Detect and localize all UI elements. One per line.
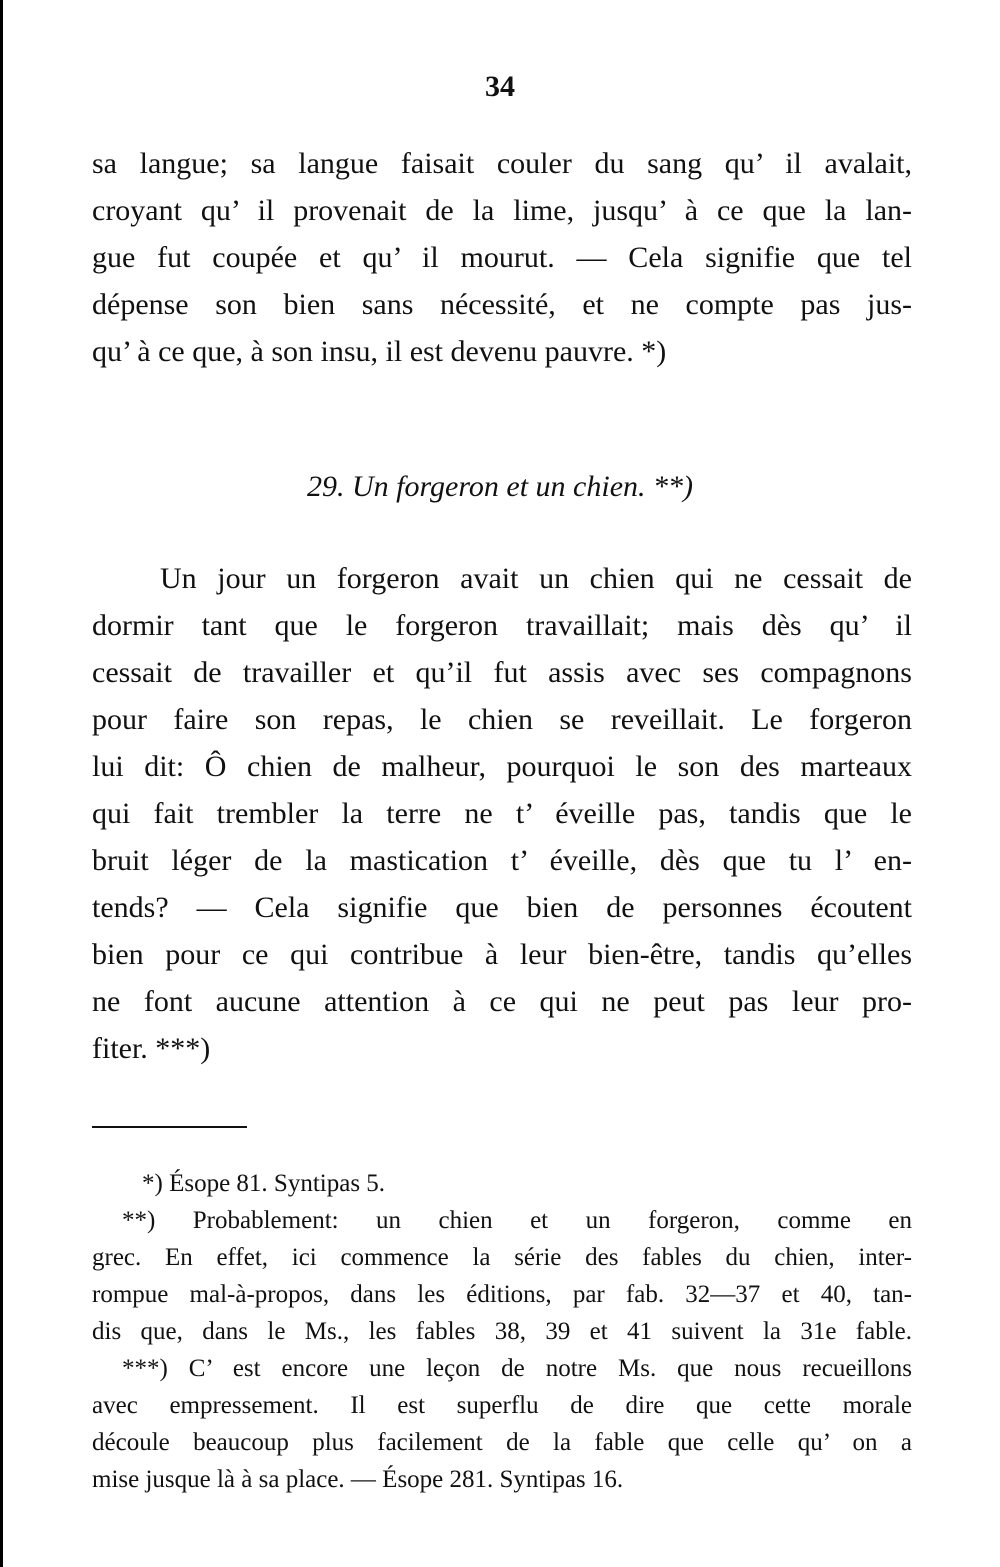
footnote-separator <box>92 1126 247 1128</box>
text-line: Un jour un forgeron avait un chien qui ne cessait de <box>160 562 912 595</box>
footnote-3 <box>92 1350 912 1498</box>
footnote-1 <box>92 1165 912 1202</box>
footnote-line: dis que, dans le Ms., les fables 38, 39 et 41 suivent la 31e fable. <box>92 1318 912 1345</box>
text-line: croyant qu’ il provenait de la lime, jusqu’ à ce que la lan- <box>92 194 912 227</box>
footnote-line: ***) C’ est encore une leçon de notre Ms. que nous recueillons <box>122 1355 912 1382</box>
text-line: pour faire son repas, le chien se reveillait. Le forgeron <box>92 703 912 736</box>
paragraph-2 <box>92 555 912 1072</box>
text-line: dépense son bien sans nécessité, et ne compte pas jus- <box>92 288 912 321</box>
text-line: sa langue; sa langue faisait couler du sang qu’ il avalait, <box>92 147 912 180</box>
footnote-line: *) Ésope 81. Syntipas 5. <box>142 1170 386 1197</box>
footnote-line: mise jusque là à sa place. — Ésope 281. Syntipas 16. <box>92 1466 624 1493</box>
text-line: lui dit: Ô chien de malheur, pourquoi le son des marteaux <box>92 750 912 783</box>
paragraph-1 <box>92 140 912 375</box>
text-line: qu’ à ce que, à son insu, il est devenu pauvre. *) <box>92 335 667 368</box>
page-number: 34 <box>485 70 515 103</box>
text-line: dormir tant que le forgeron travaillait; mais dès qu’ il <box>92 609 912 642</box>
footnote-line: **) Probablement: un chien et un forgeron, comme en <box>122 1207 912 1234</box>
text-line: cessait de travailler et qu’il fut assis avec ses compagnons <box>92 656 912 689</box>
footnotes <box>92 1165 912 1498</box>
footnote-2 <box>92 1202 912 1350</box>
text-line: bien pour ce qui contribue à leur bien-être, tandis qu’elles <box>92 938 912 971</box>
footnote-line: rompue mal-à-propos, dans les éditions, par fab. 32—37 et 40, tan- <box>92 1281 912 1308</box>
text-line: tends? — Cela signifie que bien de personnes écoutent <box>92 891 912 924</box>
footnote-line: découle beaucoup plus facilement de la fable que celle qu’ on a <box>92 1429 912 1456</box>
text-line: qui fait trembler la terre ne t’ éveille pas, tandis que le <box>92 797 912 830</box>
fable-heading: 29. Un forgeron et un chien. **) <box>306 470 694 503</box>
text-line: ne font aucune attention à ce qui ne peut pas leur pro- <box>92 985 912 1018</box>
footnote-line: grec. En effet, ici commence la série des fables du chien, inter- <box>92 1244 912 1271</box>
text-line: gue fut coupée et qu’ il mourut. — Cela signifie que tel <box>92 241 912 274</box>
footnote-line: avec empressement. Il est superflu de dire que cette morale <box>92 1392 912 1419</box>
page-edge <box>0 0 3 1567</box>
text-line: fiter. ***) <box>92 1032 211 1065</box>
text-line: bruit léger de la mastication t’ éveille, dès que tu l’ en- <box>92 844 912 877</box>
